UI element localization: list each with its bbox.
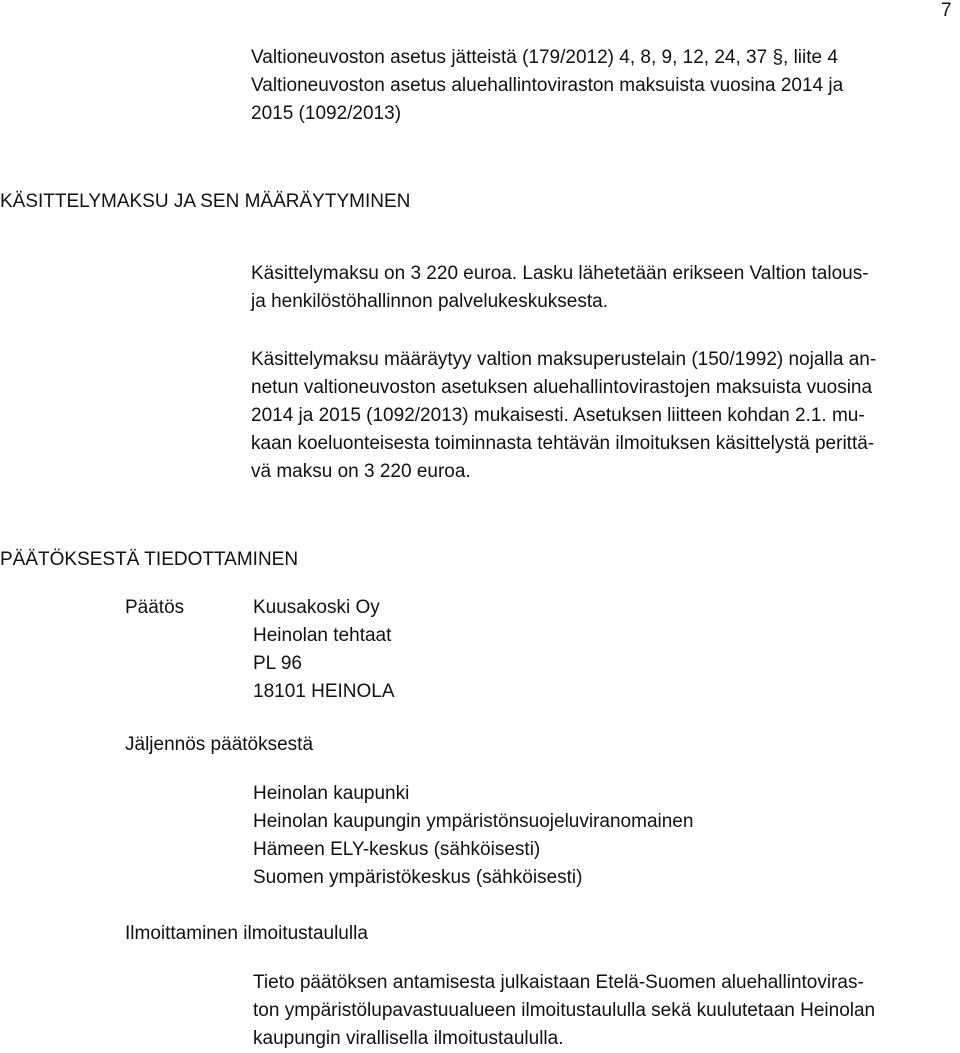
address-line: 18101 HEINOLA (253, 681, 395, 702)
decision-label: Päätös (125, 597, 185, 618)
notification-section-heading: PÄÄTÖKSESTÄ TIEDOTTAMINEN (0, 549, 299, 570)
paragraph-line: netun valtioneuvoston asetuksen aluehallintovirastojen maksuista vuosina (251, 377, 873, 398)
paragraph-line: kaan koeluonteisesta toiminnasta tehtävän ilmoituksen käsittelystä perittä- (251, 433, 875, 454)
recipient-line: Suomen ympäristökeskus (sähköisesti) (253, 867, 583, 888)
paragraph-line: 2014 ja 2015 (1092/2013) mukaisesti. Asetuksen liitteen kohdan 2.1. mu- (251, 405, 865, 426)
notice-text (253, 969, 875, 1053)
legal-ref-line: Valtioneuvoston asetus jätteistä (179/2012) 4, 8, 9, 12, 24, 37 §, liite 4 (251, 47, 838, 68)
copy-label: Jäljennös päätöksestä (125, 734, 314, 755)
recipient-line: Hämeen ELY-keskus (sähköisesti) (253, 839, 541, 860)
paragraph-line: ja henkilöstöhallinnon palvelukeskuksesta. (251, 291, 609, 312)
fee-section-heading: KÄSITTELYMAKSU JA SEN MÄÄRÄYTYMINEN (0, 191, 411, 212)
address-line: Kuusakoski Oy (253, 597, 380, 618)
paragraph-line: Käsittelymaksu on 3 220 euroa. Lasku lähetetään erikseen Valtion talous- (251, 263, 869, 284)
fee-paragraph-2 (251, 346, 876, 486)
paragraph-line: ton ympäristölupavastuualueen ilmoitustaululla sekä kuulutetaan Heinolan (253, 1000, 876, 1021)
recipient-line: Heinolan kaupungin ympäristönsuojeluviranomainen (253, 811, 694, 832)
decision-recipient (253, 594, 395, 706)
page-number: 7 (941, 0, 952, 21)
copy-recipients (253, 780, 693, 892)
legal-ref-line: 2015 (1092/2013) (251, 103, 402, 124)
address-line: PL 96 (253, 653, 302, 674)
paragraph-line: Tieto päätöksen antamisesta julkaistaan Etelä-Suomen aluehallintoviras- (253, 972, 864, 993)
paragraph-line: Käsittelymaksu määräytyy valtion maksuperustelain (150/1992) nojalla an- (251, 349, 877, 370)
legal-references (251, 44, 843, 128)
paragraph-line: vä maksu on 3 220 euroa. (251, 461, 471, 482)
address-line: Heinolan tehtaat (253, 625, 392, 646)
paragraph-line: kaupungin virallisella ilmoitustaululla. (253, 1028, 564, 1049)
notice-label: Ilmoittaminen ilmoitustaululla (125, 923, 368, 944)
recipient-line: Heinolan kaupunki (253, 783, 410, 804)
fee-paragraph-1 (251, 260, 869, 316)
legal-ref-line: Valtioneuvoston asetus aluehallintoviraston maksuista vuosina 2014 ja (251, 75, 844, 96)
